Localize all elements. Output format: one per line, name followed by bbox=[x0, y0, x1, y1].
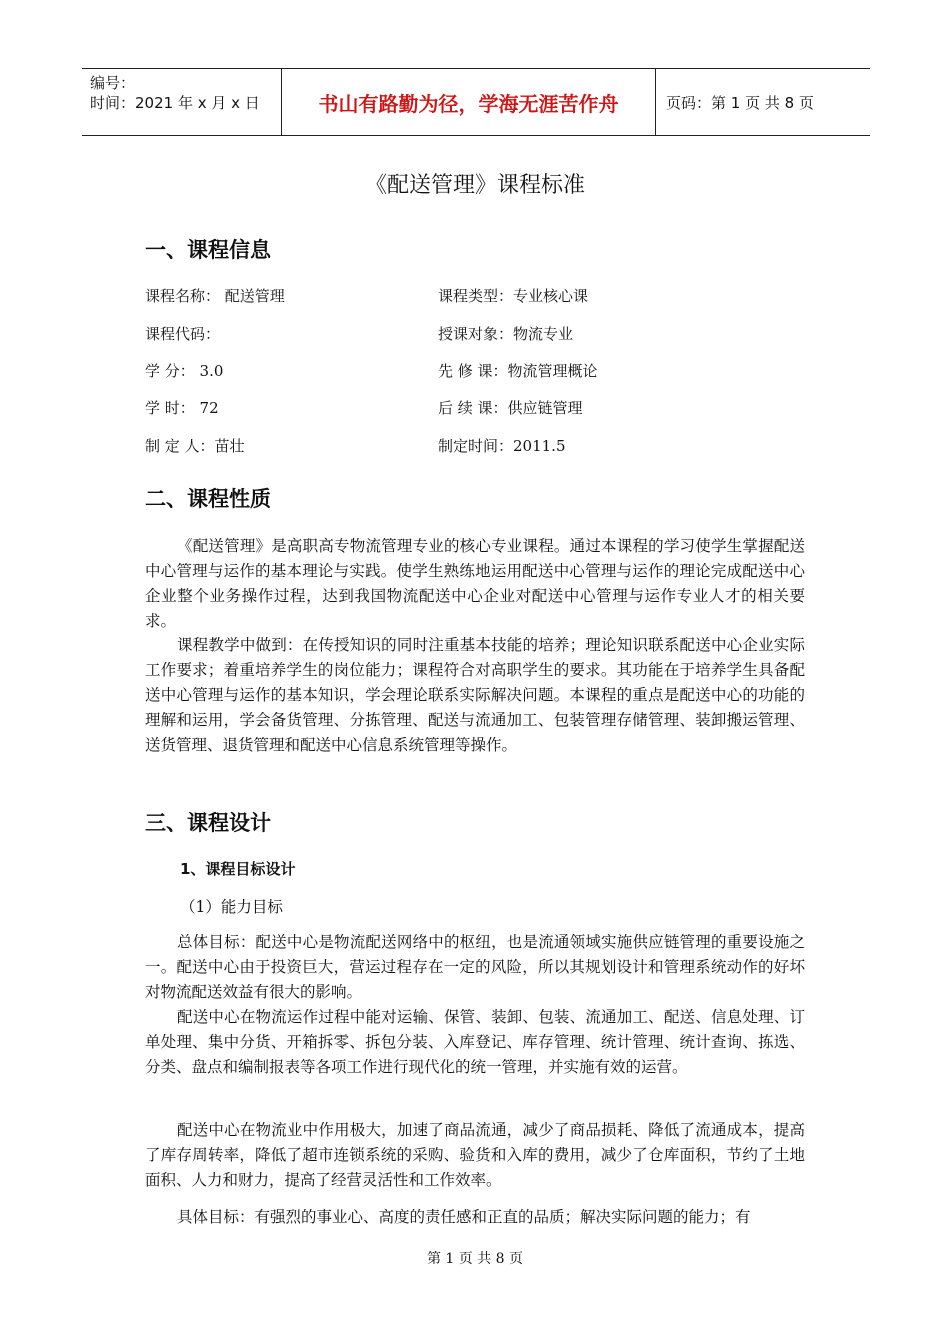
paragraph: 配送中心在物流业中作用极大，加速了商品流通，减少了商品损耗、降低了流通成本，提高了库存周转率，降低了超市连锁系统的采购、验货和入库的费用，减少了仓库面积，节约了土地面积、人力和财力，提高了经营灵活性和工作效率。 bbox=[145, 1121, 805, 1189]
section-heading-course-design: 三、课程设计 bbox=[145, 811, 271, 835]
page-footer: 第 1 页 共 8 页 bbox=[426, 1251, 524, 1267]
info-left: 课程代码： bbox=[145, 325, 221, 343]
paragraph: 课程教学中做到：在传授知识的同时注重基本技能的培养；理论知识联系配送中心企业实际工作要求；着重培养学生的岗位能力；课程符合对高职学生的要求。其功能在于培养学生具备配送中心管理与运作的基本知识，学会理论联系实际解决问题。本课程的重点是配送中心的功能的理解和运用，学会备货管理、分拣管理、配送与流通加工、包装管理存储管理、装卸搬运管理、送货管理、退货管理和配送中心信息系统管理等操作。 bbox=[145, 636, 805, 754]
info-left: 学 时： 72 bbox=[145, 399, 219, 417]
paragraph: 《配送管理》是高职高专物流管理专业的核心专业课程。通过本课程的学习使学生掌握配送中心管理与运作的基本理论与实践。使学生熟练地运用配送中心管理与运作的理论完成配送中心企业整个业务操作过程，达到我国物流配送中心企业对配送中心管理与运作专业人才的相关要求。 bbox=[145, 537, 805, 630]
info-left: 课程名称： 配送管理 bbox=[145, 287, 285, 305]
info-left: 学 分： 3.0 bbox=[145, 362, 224, 380]
info-right: 后 续 课：供应链管理 bbox=[438, 399, 583, 417]
header-page-number: 页码：第 1 页 共 8 页 bbox=[666, 93, 814, 112]
info-row bbox=[145, 359, 845, 383]
info-right: 制定时间：2011.5 bbox=[438, 437, 566, 455]
section-heading-course-info: 一、课程信息 bbox=[145, 238, 271, 262]
info-row bbox=[145, 434, 845, 458]
info-right: 先 修 课：物流管理概论 bbox=[438, 362, 598, 380]
info-row bbox=[145, 396, 845, 420]
info-row bbox=[145, 322, 845, 346]
header-number: 编号： bbox=[90, 74, 136, 92]
paragraph: 具体目标：有强烈的事业心、高度的责任感和正直的品质；解决实际问题的能力；有 bbox=[177, 1208, 751, 1226]
document-title: 《配送管理》课程标准 bbox=[364, 173, 585, 198]
header-motto: 书山有路勤为径，学海无涯苦作舟 bbox=[282, 69, 656, 135]
info-right: 授课对象：物流专业 bbox=[438, 325, 574, 343]
subheading-ability-goal: （1）能力目标 bbox=[180, 898, 283, 916]
info-right: 课程类型：专业核心课 bbox=[438, 287, 589, 305]
section-heading-course-nature: 二、课程性质 bbox=[145, 487, 271, 511]
info-left: 制 定 人：苗壮 bbox=[145, 437, 245, 455]
header-time: 时间：2021 年 x 月 x 日 bbox=[90, 94, 260, 112]
paragraph: 总体目标：配送中心是物流配送网络中的枢纽，也是流通领域实施供应链管理的重要设施之一。配送中心由于投资巨大，营运过程存在一定的风险，所以其规划设计和管理系统动作的好坏对物流配送效益有很大的影响。 bbox=[145, 933, 805, 1001]
info-row bbox=[145, 284, 845, 308]
paragraph: 配送中心在物流运作过程中能对运输、保管、装卸、包装、流通加工、配送、信息处理、订单处理、集中分货、开箱拆零、拆包分装、入库登记、库存管理、统计管理、统计查询、拣选、分类、盘点和编制报表等各项工作进行现代化的统一管理，并实施有效的运营。 bbox=[145, 1008, 805, 1076]
page-header bbox=[82, 68, 870, 136]
header-meta bbox=[82, 69, 282, 135]
subheading-course-goal: 1、课程目标设计 bbox=[180, 860, 296, 878]
